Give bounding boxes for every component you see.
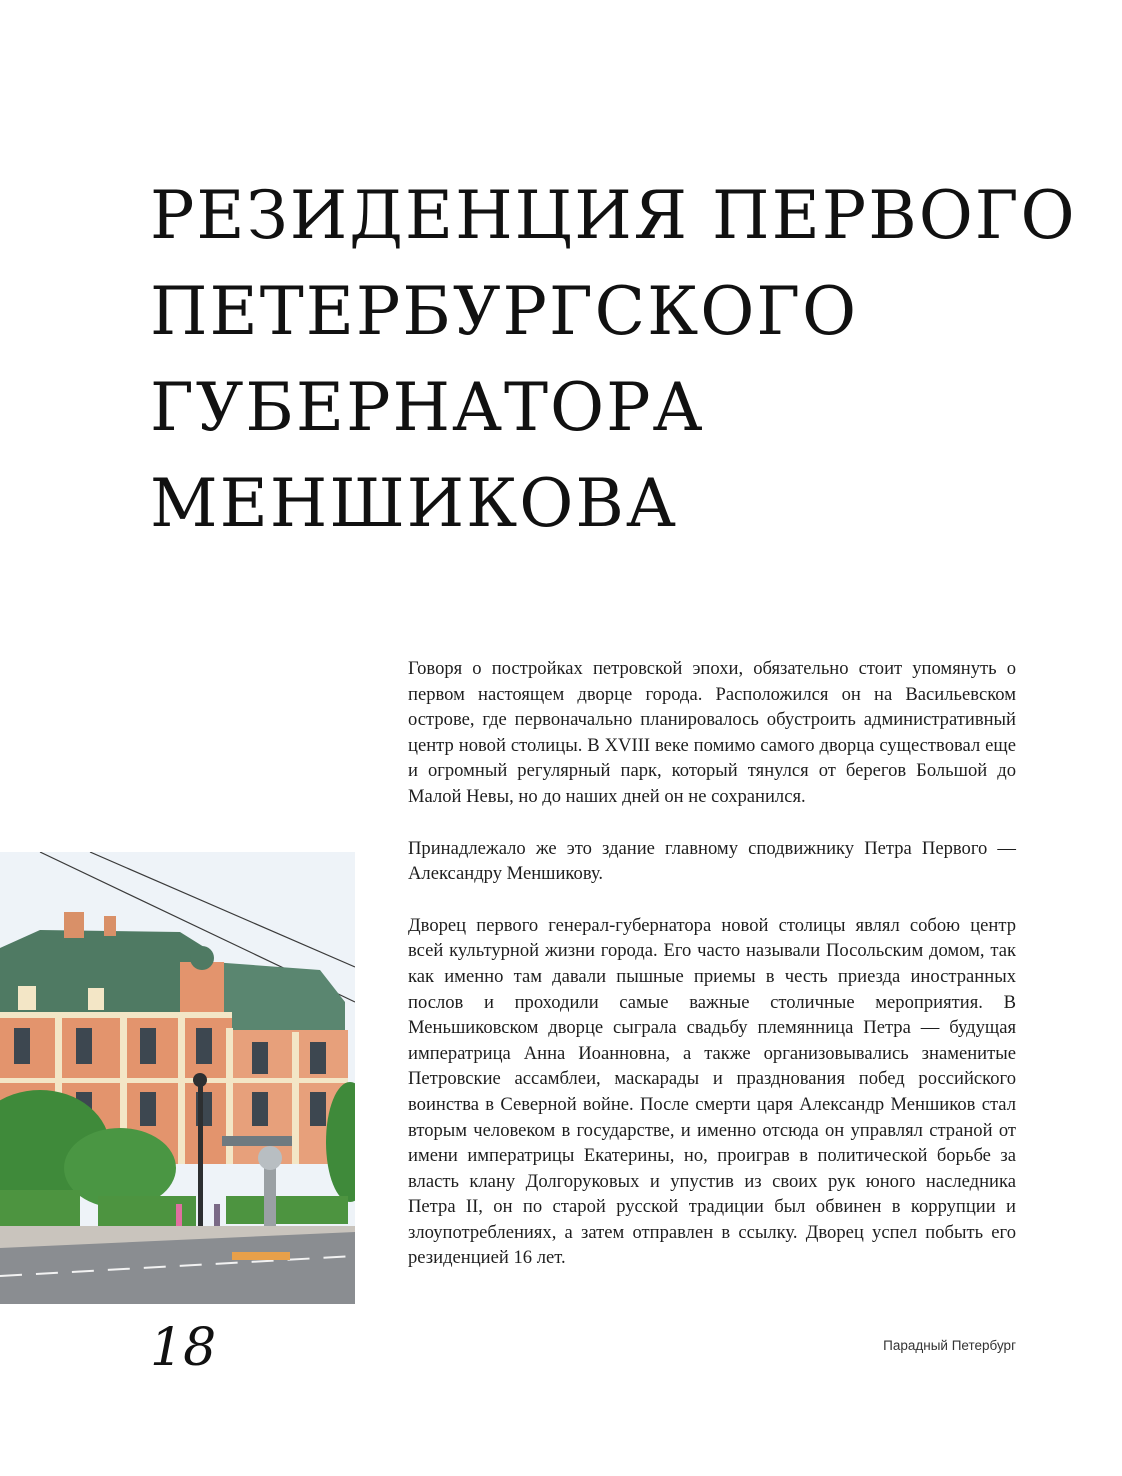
photo-pedestrian — [176, 1204, 182, 1226]
palace-cornice — [0, 1012, 232, 1018]
palace-dormer — [18, 986, 36, 1010]
palace-window — [76, 1028, 92, 1064]
article-paragraph: Принадлежало же это здание главному сподвижнику Петра Первого — Александру Меншикову. — [408, 837, 1016, 885]
article-body — [408, 656, 1016, 1297]
palace-window — [140, 1092, 156, 1126]
photo-hedge — [0, 1190, 80, 1226]
photo-hedge — [226, 1196, 348, 1224]
lamp-post — [198, 1084, 203, 1230]
palace-pilaster — [292, 1032, 299, 1164]
title-line: РЕЗИДЕНЦИЯ ПЕРВОГО — [150, 177, 1077, 254]
title-line: ПЕТЕРБУРГСКОГО — [150, 273, 859, 350]
palace-photo — [0, 852, 355, 1304]
palace-dome — [190, 946, 214, 970]
palace-pilaster — [178, 1018, 185, 1164]
lamp-light — [193, 1073, 207, 1087]
palace-window — [310, 1092, 326, 1126]
road-curb — [232, 1252, 290, 1260]
palace-chimney — [104, 916, 116, 936]
palace-window — [196, 1028, 212, 1064]
section-title: Парадный Петербург — [883, 1338, 1016, 1353]
road-sign — [258, 1146, 282, 1170]
palace-balcony — [222, 1136, 292, 1146]
article-paragraph: Говоря о постройках петровской эпохи, обязательно стоит упомянуть о первом настоящем дворце города. Расположился он на Васильевском острове, где первоначально планировалось обустроить административный центр новой столицы. В XVIII веке помимо самого дворца существовал еще и огромный регулярный парк, который тянулся от берегов Большой до Малой Невы, но до наших дней он не сохранился. — [408, 658, 1016, 807]
palace-window — [310, 1042, 326, 1074]
palace-window — [14, 1028, 30, 1064]
page-title — [150, 168, 1077, 552]
page-number: 18 — [150, 1318, 217, 1378]
photo-pedestrian — [214, 1204, 220, 1226]
title-line: ГУБЕРНАТОРА — [150, 369, 705, 446]
palace-window — [252, 1042, 268, 1074]
palace-illustration — [0, 852, 355, 1304]
palace-window — [252, 1092, 268, 1126]
article-paragraph: Дворец первого генерал-губернатора новой столицы являл собою центр всей культурной жизни города. Его часто называли Посольским домом, так как именно там давали пышные приемы в честь приезда иностранных послов и проходили самые важные столичные мероприятия. В Меньшиковском дворце сыграла свадьбу племянница Петра — будущая императрица Анна Иоанновна, а также организовывались знаменитые Петровские ассамблеи, маскарады и празднования побед российского воинства в Северной войне. После смерти царя Александр Меншиков стал вторым человеком в государстве, и именно отсюда он управлял страной от имени императрицы Екатерины, но, проиграв в политической борьбе за власть клану Долгоруковых и упустив из своих рук юного наследника Петра II, он по старой русской традиции был обвинен в коррупции и злоупотреблениях, а затем отправлен в ссылку. Дворец успел побыть его резиденцией 16 лет. — [408, 914, 1016, 1269]
palace-dormer — [88, 988, 104, 1010]
title-line: МЕНШИКОВА — [150, 465, 678, 542]
palace-chimney — [64, 912, 84, 938]
palace-window — [140, 1028, 156, 1064]
